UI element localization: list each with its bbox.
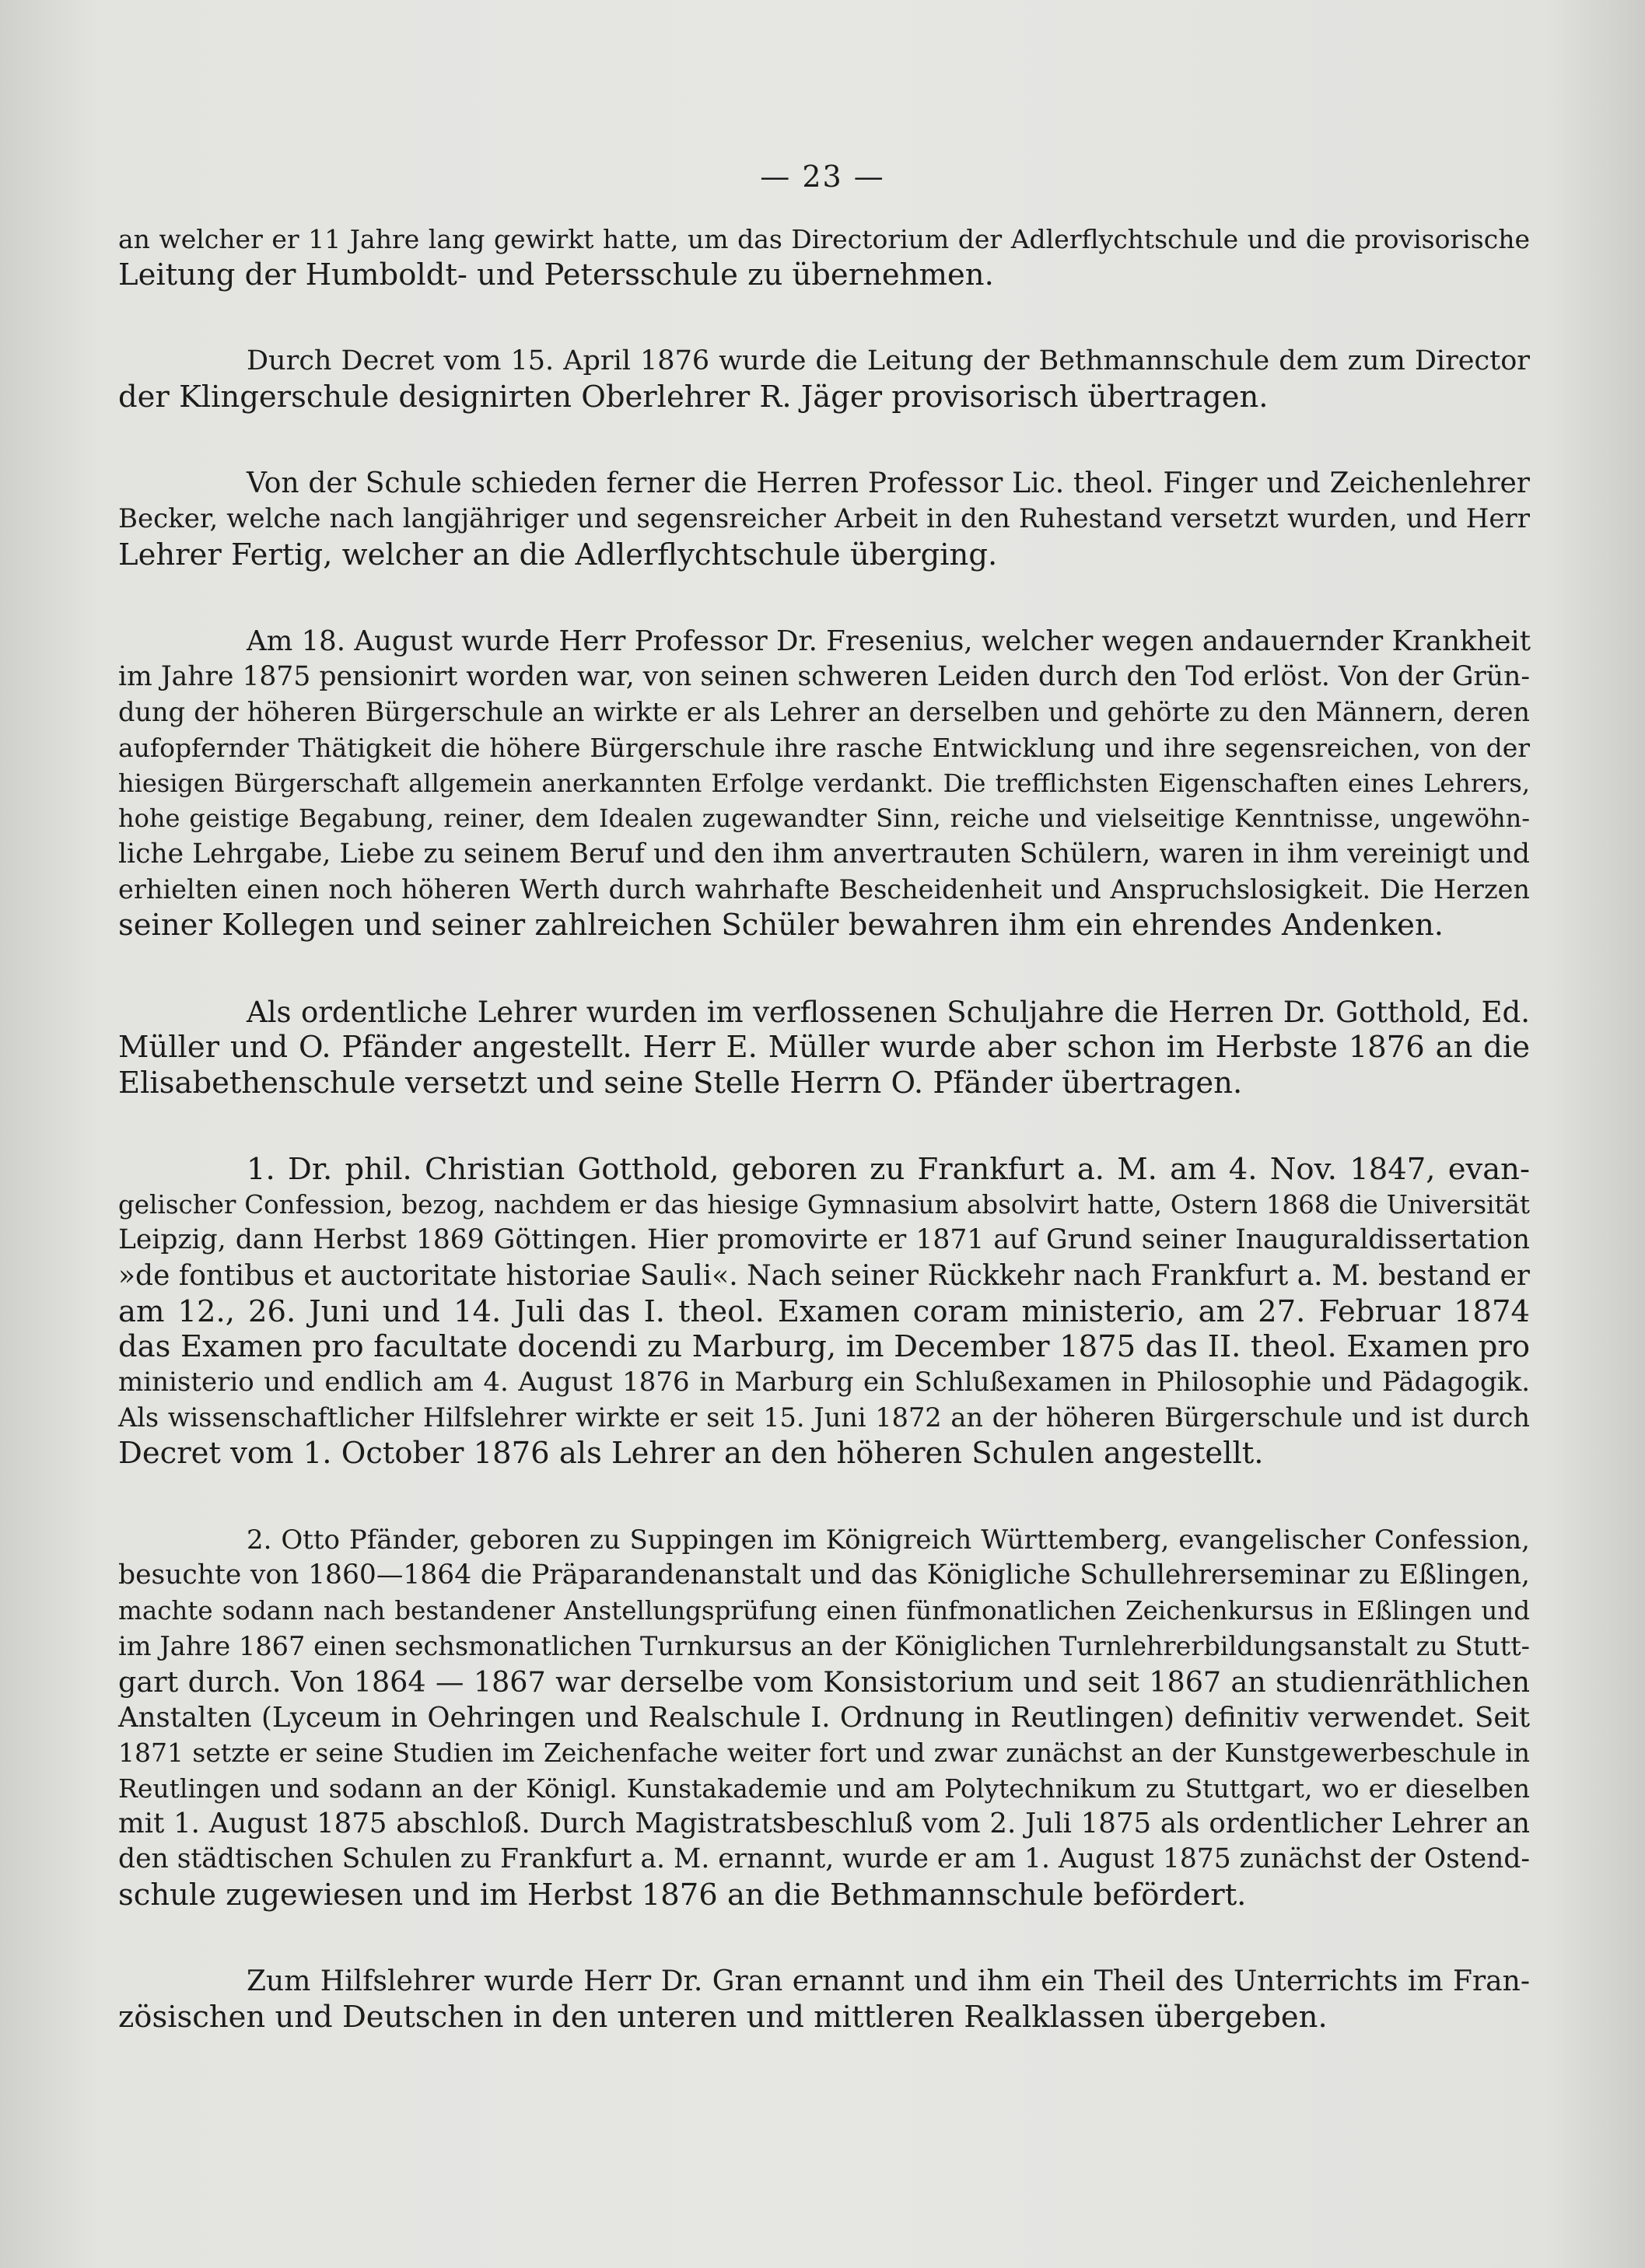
paragraph-gap xyxy=(118,943,1530,995)
text-line: mit 1. August 1875 abschloß. Durch Magistratsbeschluß vom 2. Juli 1875 als ordentlicher Lehrer an xyxy=(118,1808,1530,1840)
paragraph xyxy=(118,1523,1530,1913)
text-line: erhielten einen noch höheren Werth durch wahrhafte Bescheidenheit und Anspruchslosigkeit. Die Herzen xyxy=(118,874,1530,905)
paragraph-gap xyxy=(118,415,1530,466)
text-line: 2. Otto Pfänder, geboren zu Suppingen im Königreich Württemberg, evangelischer Confession, xyxy=(247,1524,1530,1556)
text-line: 1871 setzte er seine Studien im Zeichenfache weiter fort und zwar zunächst an der Kunstgewerbeschule in xyxy=(118,1738,1530,1769)
text-line: Am 18. August wurde Herr Professor Dr. Fresenius, welcher wegen andauernder Krankheit xyxy=(247,625,1531,658)
text-line: dung der höheren Bürgerschule an wirkte er als Lehrer an derselben und gehörte zu den Männern, deren xyxy=(118,697,1530,728)
text-line: Zum Hilfslehrer wurde Herr Dr. Gran ernannt und ihm ein Theil des Unterrichts im Fran- xyxy=(247,1965,1530,1998)
text-line: Durch Decret vom 15. April 1876 wurde die Leitung der Bethmannschule dem zum Director xyxy=(247,345,1530,377)
text-line: zösischen und Deutschen in den unteren und mittleren Realklassen übergeben. xyxy=(118,1999,1328,2035)
text-line: liche Lehrgabe, Liebe zu seinem Beruf und den ihm anvertrauten Schülern, waren in ihm vereinigt und xyxy=(118,838,1530,870)
text-line: seiner Kollegen und seiner zahlreichen Schüler bewahren ihm ein ehrendes Andenken. xyxy=(118,907,1444,943)
text-line: ministerio und endlich am 4. August 1876 in Marburg ein Schlußexamen in Philosophie und Pädagogik. xyxy=(118,1366,1530,1398)
paragraph-gap xyxy=(118,1101,1530,1152)
text-line: hiesigen Bürgerschaft allgemein anerkannten Erfolge verdankt. Die trefflichsten Eigenschaften eines Lehrers, xyxy=(118,768,1530,798)
text-line: besuchte von 1860—1864 die Präparandenanstalt und das Königliche Schullehrerseminar zu Eßlingen, xyxy=(118,1559,1530,1591)
text-line: Als ordentliche Lehrer wurden im verflossenen Schuljahre die Herren Dr. Gotthold, Ed. xyxy=(247,995,1530,1029)
paragraph xyxy=(118,344,1530,415)
paragraph xyxy=(118,995,1530,1101)
text-line: im Jahre 1875 pensionirt worden war, von seinen schweren Leiden durch den Tod erlöst. Von der Grün- xyxy=(118,660,1530,692)
text-line: gelischer Confession, bezog, nachdem er das hiesige Gymnasium absolvirt hatte, Ostern 1868 die Universität xyxy=(118,1189,1530,1220)
paragraph xyxy=(118,624,1530,943)
text-line: Müller und O. Pfänder angestellt. Herr E. Müller wurde aber schon im Herbste 1876 an die xyxy=(118,1030,1530,1066)
text-line: Lehrer Fertig, welcher an die Adlerflychtschule überging. xyxy=(118,537,998,572)
text-line: gart durch. Von 1864 — 1867 war derselbe vom Konsistorium und seit 1867 an studienräthlichen xyxy=(118,1665,1530,1699)
body-text xyxy=(118,222,1530,2035)
text-line: machte sodann nach bestandener Anstellungsprüfung einen fünfmonatlichen Zeichenkursus in Eßlingen und xyxy=(118,1595,1530,1626)
text-line: an welcher er 11 Jahre lang gewirkt hatte, um das Directorium der Adlerflychtschule und die provisorische xyxy=(118,224,1530,254)
text-line: Von der Schule schieden ferner die Herren Professor Lic. theol. Finger und Zeichenlehrer xyxy=(247,467,1530,500)
text-line: Reutlingen und sodann an der Königl. Kunstakademie und am Polytechnikum zu Stuttgart, wo er dieselben xyxy=(118,1773,1530,1804)
text-line: Decret vom 1. October 1876 als Lehrer an den höheren Schulen angestellt. xyxy=(118,1436,1264,1472)
text-line: Becker, welche nach langjähriger und segensreicher Arbeit in den Ruhestand versetzt wurden, und Herr xyxy=(118,502,1530,534)
paragraph xyxy=(118,1964,1530,2035)
text-line: schule zugewiesen und im Herbst 1876 an die Bethmannschule befördert. xyxy=(118,1877,1247,1913)
text-line: hohe geistige Begabung, reiner, dem Idealen zugewandter Sinn, reiche und vielseitige Kenntnisse, ungewöhn- xyxy=(118,803,1530,834)
text-line: »de fontibus et auctoritate historiae Sauli«. Nach seiner Rückkehr nach Frankfurt a. M. bestand er xyxy=(118,1260,1530,1293)
paragraph-gap xyxy=(118,1472,1530,1523)
text-line: Elisabethenschule versetzt und seine Stelle Herrn O. Pfänder übertragen. xyxy=(118,1065,1243,1101)
paragraph xyxy=(118,222,1530,292)
text-line: aufopfernder Thätigkeit die höhere Bürgerschule ihre rasche Entwicklung und ihre segensreichen, von der xyxy=(118,732,1530,763)
paragraph-gap xyxy=(118,292,1530,344)
text-line: im Jahre 1867 einen sechsmonatlichen Turnkursus an der Königlichen Turnlehrerbildungsanstalt zu Stutt- xyxy=(118,1631,1530,1662)
paragraph-gap xyxy=(118,572,1530,624)
text-line: das Examen pro facultate docendi zu Marburg, im December 1875 das II. theol. Examen pro xyxy=(118,1329,1530,1365)
text-line: Leipzig, dann Herbst 1869 Göttingen. Hier promovirte er 1871 auf Grund seiner Inauguraldissertation xyxy=(118,1224,1530,1256)
text-line: am 12., 26. Juni und 14. Juli das I. theol. Examen coram ministerio, am 27. Februar 1874 xyxy=(118,1293,1530,1329)
text-line: Anstalten (Lyceum in Oehringen und Realschule I. Ordnung in Reutlingen) definitiv verwendet. Seit xyxy=(118,1701,1530,1734)
text-line: 1. Dr. phil. Christian Gotthold, geboren zu Frankfurt a. M. am 4. Nov. 1847, evan- xyxy=(247,1152,1530,1188)
text-line: Leitung der Humboldt- und Petersschule zu übernehmen. xyxy=(118,257,994,292)
paragraph-gap xyxy=(118,1913,1530,1964)
text-line: der Klingerschule designirten Oberlehrer R. Jäger provisorisch übertragen. xyxy=(118,379,1269,415)
paragraph xyxy=(118,466,1530,572)
text-line: den städtischen Schulen zu Frankfurt a. M. ernannt, wurde er am 1. August 1875 zunächst der Ostend- xyxy=(118,1843,1531,1874)
text-line: Als wissenschaftlicher Hilfslehrer wirkte er seit 15. Juni 1872 an der höheren Bürgerschule und ist durch xyxy=(118,1402,1530,1433)
page-number: — 23 — xyxy=(760,159,885,194)
paragraph xyxy=(118,1152,1530,1471)
